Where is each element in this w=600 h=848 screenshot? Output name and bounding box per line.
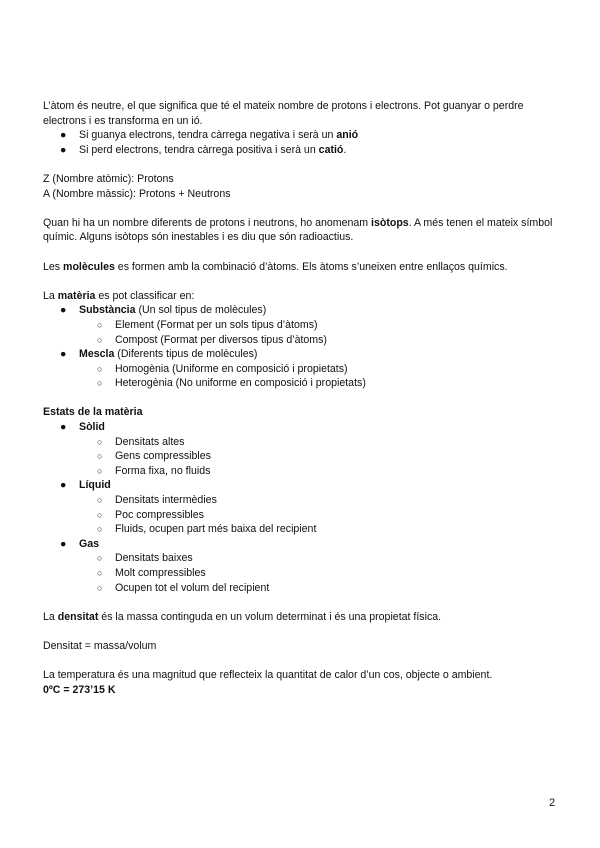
bullet-circle-icon: ○ [97, 451, 103, 462]
states-list [43, 420, 560, 595]
list-item: ○ Homogènia (Uniforme en composició i propietats) [97, 362, 348, 375]
bullet-circle-icon: ○ [97, 378, 103, 389]
density-formula: Densitat = massa/volum [43, 639, 157, 652]
list-item: ● Gas [60, 537, 100, 550]
matter-intro: La matèria es pot classificar en: [43, 289, 195, 302]
document-body [43, 99, 560, 697]
bullet-disc-icon: ● [60, 421, 67, 434]
list-item: ○ Ocupen tot el volum del recipient [97, 581, 270, 594]
list-item: ● Mescla (Diferents tipus de molècules) [60, 348, 258, 361]
matter-list [43, 303, 560, 391]
bullet-circle-icon: ○ [97, 334, 103, 345]
bullet-circle-icon: ○ [97, 582, 103, 593]
density-paragraph: La densitat és la massa continguda en un volum determinat i és una propietat física. [43, 610, 442, 623]
list-item: ● Si guanya electrons, tendra càrrega negativa i serà un anió [60, 129, 359, 142]
molecules-paragraph: Les molècules es formen amb la combinació d’àtoms. Els àtoms s’uneixen entre enllaços químics. [43, 260, 508, 273]
list-item: ○ Molt compressibles [97, 567, 206, 579]
mass-number-line: A (Nombre màssic): Protons + Neutrons [43, 187, 231, 200]
isotopes-paragraph: Quan hi ha un nombre diferents de protons i neutrons, ho anomenam isòtops. A més tenen el mateix símbol químic. Alguns isòtops són inestables i es diu que són radioactius. [43, 216, 553, 244]
bullet-disc-icon: ● [60, 537, 67, 550]
bullet-disc-icon: ● [60, 129, 67, 142]
atom-paragraph: L’àtom és neutre, el que significa que té el mateix nombre de protons i electrons. Pot guanyar o perdre electrons i es transforma en un ió. [43, 100, 524, 127]
atomic-number-line: Z (Nombre atòmic): Protons [43, 172, 174, 185]
bullet-circle-icon: ○ [97, 524, 103, 535]
ion-list [43, 128, 560, 157]
page-number: 2 [549, 797, 556, 809]
list-item: ● Sòlid [60, 421, 105, 434]
bullet-circle-icon: ○ [97, 509, 103, 520]
bullet-circle-icon: ○ [97, 363, 103, 374]
list-item: ○ Fluids, ocupen part més baixa del recipient [97, 523, 317, 536]
bullet-circle-icon: ○ [97, 436, 103, 447]
list-item: ○ Element (Format per un sols tipus d’àtoms) [97, 318, 318, 331]
list-item: ○ Densitats altes [97, 435, 185, 448]
bullet-circle-icon: ○ [97, 495, 103, 506]
list-item: ○ Densitats intermèdies [97, 494, 217, 507]
list-item: ○ Heterogènia (No uniforme en composició i propietats) [97, 377, 366, 390]
list-item: ○ Compost (Format per diversos tipus d’àtoms) [97, 333, 327, 346]
list-item: ○ Gens compressibles [97, 450, 211, 463]
states-heading: Estats de la matèria [43, 406, 143, 419]
bullet-disc-icon: ● [60, 348, 67, 361]
list-item: ● Líquid [60, 479, 111, 492]
bullet-circle-icon: ○ [97, 319, 103, 330]
temperature-paragraph: La temperatura és una magnitud que reflecteix la quantitat de calor d’un cos, objecte o ambient. [43, 669, 493, 682]
list-item: ● Substància (Un sol tipus de molècules) [60, 304, 267, 317]
bullet-circle-icon: ○ [97, 568, 103, 578]
bullet-disc-icon: ● [60, 479, 67, 492]
list-item: ○ Forma fixa, no fluids [97, 464, 211, 477]
list-item: ● Si perd electrons, tendra càrrega positiva i serà un catió. [60, 143, 347, 156]
bullet-circle-icon: ○ [97, 465, 103, 476]
bullet-circle-icon: ○ [97, 553, 103, 564]
temperature-conversion: 0ºC = 273’15 K [43, 683, 116, 696]
bullet-disc-icon: ● [60, 143, 67, 156]
list-item: ○ Poc compressibles [97, 508, 204, 521]
bullet-disc-icon: ● [60, 304, 67, 317]
list-item: ○ Densitats baixes [97, 552, 193, 565]
